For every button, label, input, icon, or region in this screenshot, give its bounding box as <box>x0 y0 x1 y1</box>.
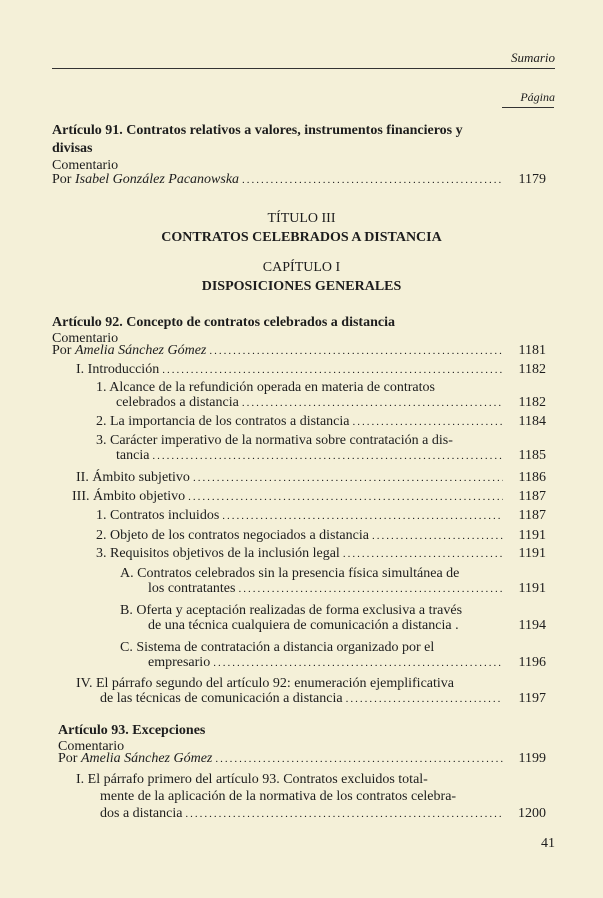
article-93-author: Amelia Sánchez Gómez <box>80 751 213 766</box>
article-91-comentario: Comentario <box>52 158 119 173</box>
running-head: Sumario <box>510 50 555 65</box>
article-91-page: 1179 <box>518 172 546 187</box>
article-91-author-line <box>52 172 546 188</box>
article-92-author-line <box>52 343 546 359</box>
toc-entry: los contratantes ..... 1191 <box>148 581 546 597</box>
toc-entry-line: I. El párrafo primero del artículo 93. Contratos excluidos total- <box>76 772 428 787</box>
dot-leader <box>215 753 503 765</box>
capitulo-name: DISPOSICIONES GENERALES <box>201 279 402 294</box>
article-92-comentario: Comentario <box>52 331 119 346</box>
toc-entry: empresario ..... 1196 <box>148 655 546 671</box>
toc-entry: I. Introducción ..... 1182 <box>76 362 546 378</box>
toc-entry: II. Ámbito subjetivo ..... 1186 <box>76 470 546 486</box>
toc-entry-line: B. Oferta y aceptación realizadas de forma exclusiva a través <box>120 603 463 618</box>
titulo-name: CONTRATOS CELEBRADOS A DISTANCIA <box>161 230 442 245</box>
toc-entry: 2. Objeto de los contratos negociados a distancia ..... 1191 <box>96 528 546 544</box>
article-92-page: 1181 <box>518 343 546 358</box>
toc-entry-line: 3. Carácter imperativo de la normativa sobre contratación a dis- <box>96 433 453 448</box>
page-number: 41 <box>541 836 555 851</box>
article-91-heading: Artículo 91. Contratos relativos a valores, instrumentos financieros y <box>52 123 463 138</box>
toc-entry: de las técnicas de comunicación a distancia ..... 1197 <box>100 691 546 707</box>
article-92-author: Amelia Sánchez Gómez <box>74 343 207 358</box>
toc-entry-line: mente de la aplicación de la normativa de los contratos celebra- <box>100 789 457 804</box>
toc-entry-line: 1. Alcance de la refundición operada en materia de contratos <box>96 380 435 395</box>
article-91-heading-cont: divisas <box>52 141 93 156</box>
article-92-por: Por <box>52 343 72 358</box>
header-rule <box>52 68 555 69</box>
article-91-por: Por <box>52 172 72 187</box>
toc-entry: dos a distancia ..... 1200 <box>100 806 546 822</box>
article-93-por: Por <box>58 751 78 766</box>
page-column-label: Página <box>520 90 555 104</box>
page-column-rule <box>502 107 554 108</box>
article-93-comentario: Comentario <box>58 739 125 754</box>
article-93-heading: Artículo 93. Excepciones <box>58 723 206 738</box>
toc-entry: 1. Contratos incluidos ..... 1187 <box>96 508 546 524</box>
article-92-heading: Artículo 92. Concepto de contratos celebrados a distancia <box>52 315 395 330</box>
titulo-label: TÍTULO III <box>267 211 336 226</box>
toc-entry-line: A. Contratos celebrados sin la presencia física simultánea de <box>120 566 460 581</box>
article-91-author: Isabel González Pacanowska <box>74 172 240 187</box>
toc-entry: tancia ..... 1185 <box>116 448 546 464</box>
toc-entry: de una técnica cualquiera de comunicación a distancia . 1194 <box>148 618 546 633</box>
toc-entry-line: IV. El párrafo segundo del artículo 92: enumeración ejemplificativa <box>76 676 454 691</box>
toc-entry: 2. La importancia de los contratos a distancia ..... 1184 <box>96 414 546 430</box>
toc-entry: celebrados a distancia ..... 1182 <box>116 395 546 411</box>
dot-leader <box>242 174 503 186</box>
dot-leader <box>209 345 503 357</box>
article-93-page: 1199 <box>518 751 546 766</box>
article-93-author-line <box>58 751 546 767</box>
toc-entry: 3. Requisitos objetivos de la inclusión legal ..... 1191 <box>96 546 546 562</box>
toc-entry: III. Ámbito objetivo ..... 1187 <box>72 489 546 505</box>
toc-entry-line: C. Sistema de contratación a distancia organizado por el <box>120 640 435 655</box>
capitulo-label: CAPÍTULO I <box>262 260 341 275</box>
